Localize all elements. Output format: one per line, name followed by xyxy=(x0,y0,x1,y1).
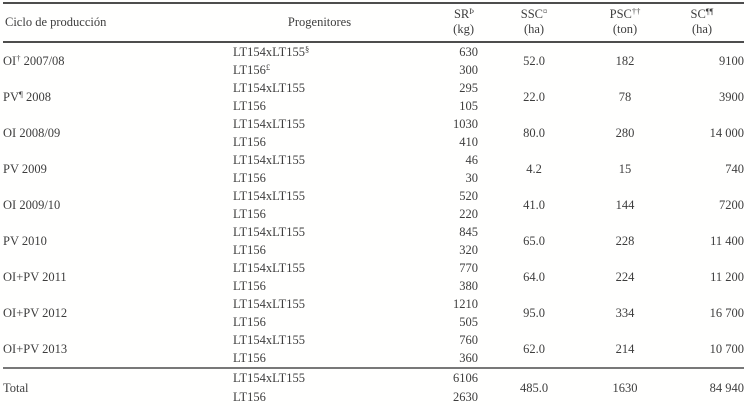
sr-value: 380 xyxy=(459,279,478,293)
table-body xyxy=(3,42,744,368)
col-header-ciclo: Ciclo de producción xyxy=(5,14,107,29)
ssc-total-value: 485.0 xyxy=(519,380,549,395)
total-row xyxy=(3,368,744,388)
sr-value: 630 xyxy=(459,45,478,59)
table-row xyxy=(3,259,744,277)
progenitor-cross: LT154xLT155 xyxy=(233,153,305,167)
sr-total-value: 6106 xyxy=(453,371,478,385)
progenitor-cross: LT154xLT155 xyxy=(233,333,305,347)
sr-value: 30 xyxy=(465,171,478,185)
progenitor-line: LT156 xyxy=(233,243,266,257)
ssc-value: 41.0 xyxy=(523,198,545,212)
progenitor-line: LT156 xyxy=(233,99,266,113)
sr-value: 845 xyxy=(459,225,478,239)
progenitor-line: LT156 xyxy=(233,351,266,365)
psc-value: 182 xyxy=(615,54,635,68)
ssc-value: 52.0 xyxy=(523,54,545,68)
psc-value: 280 xyxy=(615,126,635,140)
sr-value: 46 xyxy=(465,153,478,167)
col-header-sr-unit: (kg) xyxy=(453,22,474,36)
psc-value: 334 xyxy=(615,306,635,320)
ssc-value: 62.0 xyxy=(523,342,545,356)
sr-footnote-mark: Þ xyxy=(469,6,474,16)
col-header-psc-label: PSC xyxy=(609,7,632,21)
col-header-ssc-unit: (ha) xyxy=(523,22,545,36)
cycle-label: OI 2008/09 xyxy=(3,126,61,140)
col-header-sc-label: SC xyxy=(690,7,706,21)
table-row xyxy=(3,115,744,133)
sc-value: 3900 xyxy=(719,90,744,104)
sr-value: 360 xyxy=(459,351,478,365)
table-total-section xyxy=(3,368,744,406)
table-row xyxy=(3,331,744,349)
table-row xyxy=(3,187,744,205)
col-header-progenitores: Progenitores xyxy=(287,14,352,29)
total-label: Total xyxy=(3,380,29,395)
sr-value: 320 xyxy=(459,243,478,257)
table-header xyxy=(3,3,744,42)
cycle-label: PV 2009 xyxy=(3,162,47,176)
cycle-label: PV¶ 2008 xyxy=(3,89,51,104)
ssc-value: 65.0 xyxy=(523,234,545,248)
cycle-label: OI+PV 2011 xyxy=(3,270,67,284)
seed-production-table xyxy=(3,2,744,406)
sr-value: 295 xyxy=(459,81,478,95)
sr-value: 105 xyxy=(459,99,478,113)
progenitor-cross: LT154xLT155 xyxy=(233,261,305,275)
sr-value: 300 xyxy=(459,63,478,77)
psc-value: 78 xyxy=(618,90,632,104)
col-header-sr-label: SR xyxy=(453,7,470,21)
col-header-sr xyxy=(406,3,478,42)
progenitor-cross: LT154xLT155 xyxy=(233,189,305,203)
sc-value: 11 400 xyxy=(710,234,744,248)
progenitor-cross: LT154xLT155 xyxy=(233,225,305,239)
sr-value: 505 xyxy=(459,315,478,329)
cycle-label: PV 2010 xyxy=(3,234,47,248)
ssc-value: 4.2 xyxy=(526,162,542,176)
table-row xyxy=(3,223,744,241)
sr-value: 1030 xyxy=(453,117,478,131)
sc-footnote-mark: ¶¶ xyxy=(705,6,714,16)
table-row xyxy=(3,42,744,61)
progenitor-line: LT156 xyxy=(233,207,266,221)
ssc-value: 95.0 xyxy=(523,306,545,320)
psc-value: 15 xyxy=(618,162,632,176)
sc-value: 16 700 xyxy=(709,306,744,320)
header-row xyxy=(3,3,744,42)
table-row xyxy=(3,151,744,169)
cycle-label: OI+PV 2012 xyxy=(3,306,68,320)
col-header-psc xyxy=(590,3,660,42)
sr-value: 1210 xyxy=(453,297,478,311)
progenitor-cross: LT154xLT155 xyxy=(233,81,305,95)
progenitor-cross: LT154xLT155 xyxy=(233,297,305,311)
col-header-psc-unit: (ton) xyxy=(612,22,638,36)
progenitor-line: LT156£ xyxy=(233,62,271,77)
progenitor-line: LT156 xyxy=(233,390,266,404)
sr-value: 760 xyxy=(459,333,478,347)
progenitor-line: LT156 xyxy=(233,135,266,149)
col-header-sc-unit: (ha) xyxy=(691,22,713,36)
cycle-label: OI 2009/10 xyxy=(3,198,61,212)
ssc-footnote-mark: ¤ xyxy=(543,6,548,16)
col-header-ssc-label: SSC xyxy=(520,7,543,21)
psc-value: 224 xyxy=(615,270,635,284)
sc-value: 740 xyxy=(725,162,744,176)
sr-value: 410 xyxy=(459,135,478,149)
sc-value: 7200 xyxy=(719,198,744,212)
psc-value: 144 xyxy=(615,198,635,212)
sr-value: 770 xyxy=(459,261,478,275)
progenitor-cross: LT154xLT155§ xyxy=(233,44,310,59)
psc-footnote-mark: †† xyxy=(631,6,641,16)
col-header-ssc xyxy=(478,3,590,42)
progenitor-line: LT156 xyxy=(233,279,266,293)
sr-value: 220 xyxy=(459,207,478,221)
sr-value: 520 xyxy=(459,189,478,203)
sc-value: 14 000 xyxy=(709,126,744,140)
progenitor-cross: LT154xLT155 xyxy=(233,371,305,385)
progenitor-line: LT156 xyxy=(233,171,266,185)
sr-total-value: 2630 xyxy=(453,390,478,404)
sc-value: 9100 xyxy=(719,54,744,68)
ssc-value: 80.0 xyxy=(523,126,545,140)
cycle-label: OI+PV 2013 xyxy=(3,342,68,356)
psc-value: 228 xyxy=(615,234,635,248)
col-header-sc xyxy=(660,3,744,42)
psc-value: 214 xyxy=(615,342,635,356)
sc-value: 11 200 xyxy=(710,270,744,284)
ssc-value: 22.0 xyxy=(523,90,545,104)
table-row xyxy=(3,79,744,97)
ssc-value: 64.0 xyxy=(523,270,545,284)
psc-total-value: 1630 xyxy=(612,380,638,395)
table-row xyxy=(3,295,744,313)
progenitor-cross: LT154xLT155 xyxy=(233,117,305,131)
sc-total-value: 84 940 xyxy=(709,380,744,395)
sc-value: 10 700 xyxy=(709,342,744,356)
cycle-label: OI† 2007/08 xyxy=(3,53,65,68)
progenitor-line: LT156 xyxy=(233,315,266,329)
